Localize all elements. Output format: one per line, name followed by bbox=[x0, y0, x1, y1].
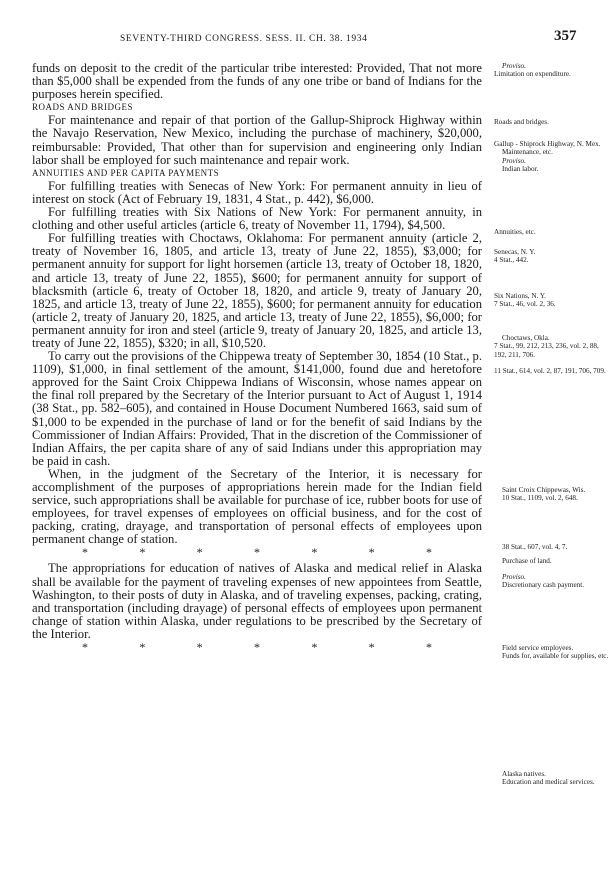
margin-note-limitation: Proviso. Limitation on expenditure. bbox=[494, 62, 571, 79]
paragraph-gallup-shiprock: For maintenance and repair of that portion of the Gallup-Shiprock Highway within the Navajo Reservation, New Mexico, including the purchase of machinery, $20,000, reimbursable: Provided, That other than for supervision and engineering only Indian labor shall be employed for such maintenance and repair work. bbox=[32, 113, 482, 167]
paragraph-choctaws: For fulfilling treaties with Choctaws, Oklahoma: For permanent annuity (article 2, treaty of November 16, 1805, and article 13, treaty of June 22, 1855), $3,000; for permanent annuity for support for light horsemen (article 13, treaty of October 18, 1820, and article 13, treaty of June 22, 1855), $600; for permanent annuity for support of blacksmith (article 6, treaty of October 18, 1820, and article 9, treaty of January 20, 1825, and article 13, treaty of June 22, 1855), $600; for permanent annuity for education (article 2, treaty of January 20, 1825, and article 13, treaty of June 22, 1855), $6,000; for permanent annuity for iron and steel (article 9, treaty of January 20, 1825, and article 13, treaty of June 22, 1855), $320; in all, $10,520. bbox=[32, 231, 482, 350]
heading-roads-and-bridges: ROADS AND BRIDGES bbox=[32, 102, 134, 113]
star: * bbox=[368, 640, 375, 655]
paragraph-chippewa: To carry out the provisions of the Chippewa treaty of September 30, 1854 (10 Stat., p. 1109), $1,000, in final settlement of the amount, $141,000, found due and heretofore approved for the Saint Croix Chippewa Indians of Wisconsin, whose names appear on the final roll prepared by the Secretary of the Interior pursuant to Act of August 1, 1914 (38 Stat., pp. 582–605), and contained in House Document Numbered 1663, said sum of $1,000 to be expended in the purchase of land or for the benefit of said Indians by the Commissioner of Indian Affairs: Provided, That in the discretion of the Commissioner of Indian Affairs, the per capita share of any of said Indians under this appropriation may be paid in cash. bbox=[32, 349, 482, 468]
running-head-title: SEVENTY-THIRD CONGRESS. SESS. II. CH. 38. 1934 bbox=[120, 34, 368, 44]
margin-note-field-service: Field service employees. Funds for, available for supplies, etc. bbox=[502, 644, 609, 661]
star: * bbox=[311, 545, 318, 560]
paragraph-field-service: When, in the judgment of the Secretary of the Interior, it is necessary for accomplishment of the purposes of appropriations herein made for the Indian field service, such appropriations shall be available for purchase of ice, rubber boots for use of employees, for travel expenses of employees on official business, and for the cost of packing, crating, drayage, and transportation of personal effects of employees upon permanent change of station. bbox=[32, 466, 482, 547]
star: * bbox=[425, 545, 432, 560]
star: * bbox=[82, 545, 88, 560]
star: * bbox=[139, 640, 146, 655]
paragraph-six-nations: For fulfilling treaties with Six Nations of New York: For permanent annuity, in clothing and other useful articles (article 6, treaty of November 11, 1794), $4,500. bbox=[32, 205, 482, 233]
margin-note-annuities: Annuities, etc. bbox=[494, 228, 536, 236]
star: * bbox=[253, 640, 260, 655]
margin-note-six-nations: Six Nations, N. Y. 7 Stat., 46, vol. 2, 36. bbox=[494, 292, 556, 309]
margin-note-alaska: Alaska natives. Education and medical services. bbox=[502, 770, 595, 787]
star: * bbox=[196, 545, 203, 560]
star: * bbox=[311, 640, 318, 655]
paragraph-senecas: For fulfilling treaties with Senecas of New York: For permanent annuity in lieu of interest on stock (Act of February 19, 1831, 4 Stat., p. 442), $6,000. bbox=[32, 178, 482, 206]
paragraph-alaska: The appropriations for education of natives of Alaska and medical relief in Alaska shall be available for the payment of traveling expenses of new appointees from Seattle, Washington, to their posts of duty in Alaska, and of traveling expenses, packing, crating, and transportation (including drayage) of personal effects of employees upon permanent change of station within Alaska, under regulations to be prescribed by the Secretary of the Interior. bbox=[32, 561, 482, 641]
star: * bbox=[82, 640, 88, 655]
margin-note-choctaws: Choctaws, Okla. 7 Stat., 99, 212, 213, 236, vol. 2, 88, 192, 211, 706. 11 Stat., 614, vol. 2, 87, 191, 706, 709. bbox=[494, 334, 606, 375]
heading-annuities: ANNUITIES AND PER CAPITA PAYMENTS bbox=[32, 167, 220, 178]
star: * bbox=[425, 640, 432, 655]
star: * bbox=[196, 640, 203, 655]
section-break-stars-2 bbox=[32, 641, 482, 653]
star: * bbox=[139, 545, 146, 560]
page-number: 357 bbox=[554, 28, 577, 44]
star: * bbox=[253, 545, 260, 560]
margin-note-saint-croix: Saint Croix Chippewas, Wis. 10 Stat., 1109, vol. 2, 648. 38 Stat., 607, vol. 4, 7. Purchase of land. Proviso. Discretionary cash payment. bbox=[502, 486, 586, 590]
margin-note-roads: Roads and bridges. bbox=[494, 118, 549, 126]
margin-note-senecas: Senecas, N. Y. 4 Stat., 442. bbox=[494, 248, 536, 265]
margin-notes bbox=[494, 0, 610, 896]
star: * bbox=[368, 545, 375, 560]
margin-note-gallup-shiprock: Gallup - Shiprock Highway, N. Mex. Maintenance, etc. Proviso. Indian labor. bbox=[494, 140, 601, 173]
paragraph-proviso-funds: funds on deposit to the credit of the particular tribe interested: Provided, That not more than $5,000 shall be expended from the funds of any one tribe or band of Indians for the purposes herein specified. bbox=[32, 61, 482, 102]
body-text bbox=[32, 62, 482, 653]
section-break-stars-1 bbox=[32, 546, 482, 558]
